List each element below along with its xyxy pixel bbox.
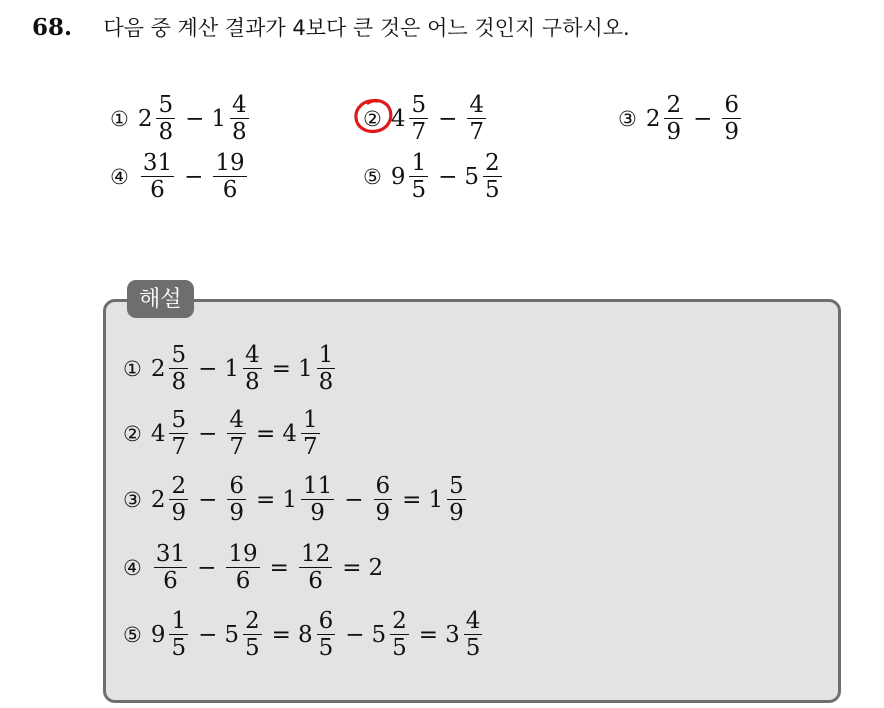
fraction [243, 609, 262, 660]
question-header [32, 12, 630, 42]
operator: − [344, 486, 364, 513]
denominator: 5 [392, 635, 407, 662]
fraction [227, 408, 246, 459]
numerator: 2 [666, 92, 682, 118]
numerator: 19 [215, 150, 245, 176]
denominator: 9 [666, 119, 682, 146]
operator: = [271, 355, 291, 382]
fraction [141, 151, 174, 202]
fraction [301, 408, 320, 459]
fraction [156, 93, 175, 144]
numerator: 31 [142, 150, 173, 176]
whole-part: 9 [150, 621, 166, 648]
numerator: 11 [302, 473, 333, 499]
denominator: 9 [229, 500, 245, 527]
selected-answer-circle [352, 95, 398, 137]
numerator: 4 [245, 342, 260, 368]
numerator: 4 [465, 608, 481, 634]
whole-part: 1 [428, 486, 444, 513]
fraction [374, 474, 393, 525]
choice-mark: ④ [110, 164, 129, 189]
operator: − [198, 486, 218, 513]
operator: = [271, 621, 291, 648]
choice-5[interactable] [363, 151, 505, 202]
fraction [169, 609, 188, 660]
fraction [230, 93, 249, 144]
whole-part: 1 [224, 355, 240, 382]
whole-part: 5 [464, 163, 480, 190]
operator: = [402, 486, 422, 513]
fraction [483, 151, 502, 202]
denominator: 9 [310, 500, 325, 527]
numerator: 5 [171, 342, 187, 368]
whole-part: 9 [390, 163, 406, 190]
fraction [664, 93, 683, 144]
choice-1[interactable] [110, 93, 252, 144]
operator: − [184, 163, 204, 190]
denominator: 5 [245, 635, 260, 662]
operator: − [693, 105, 713, 132]
numerator: 5 [171, 407, 187, 433]
denominator: 6 [235, 568, 251, 595]
numerator: 1 [171, 608, 187, 634]
fraction [409, 151, 428, 202]
denominator: 5 [485, 177, 500, 204]
fraction [213, 151, 246, 202]
fraction [169, 474, 188, 525]
fraction [154, 542, 187, 593]
numerator: 1 [302, 407, 318, 433]
solution-mark: ⑤ [123, 622, 142, 647]
denominator: 8 [318, 369, 334, 396]
numerator: 31 [155, 541, 186, 567]
solution-expression [151, 343, 338, 394]
denominator: 6 [222, 177, 238, 204]
solution-expression [151, 609, 486, 660]
question-text: 다음 중 계산 결과가 4보다 큰 것은 어느 것인지 구하시오. [103, 16, 630, 40]
fraction [226, 542, 259, 593]
solution-line-5 [123, 609, 485, 660]
operator: − [438, 105, 458, 132]
denominator: 5 [171, 635, 187, 662]
solution-mark: ③ [123, 487, 142, 512]
operator: − [185, 105, 205, 132]
numerator: 2 [485, 150, 500, 176]
solution-expression [151, 542, 384, 593]
fraction [409, 93, 428, 144]
whole-part: 2 [150, 486, 166, 513]
numerator: 5 [158, 92, 174, 118]
fraction [722, 93, 741, 144]
numerator: 6 [724, 92, 740, 118]
denominator: 6 [308, 568, 323, 595]
denominator: 8 [171, 369, 187, 396]
whole-part: 4 [282, 420, 297, 447]
solution-line-4 [123, 542, 384, 593]
fraction [390, 609, 409, 660]
numerator: 6 [229, 473, 245, 499]
solution-mark: ② [123, 421, 142, 446]
numerator: 12 [300, 541, 331, 567]
solution-line-2 [123, 408, 323, 459]
numerator: 6 [375, 473, 391, 499]
denominator: 9 [375, 500, 391, 527]
denominator: 7 [469, 119, 485, 146]
operator: − [438, 163, 458, 190]
operator: − [198, 621, 218, 648]
denominator: 7 [229, 434, 245, 461]
denominator: 9 [724, 119, 740, 146]
denominator: 8 [158, 119, 174, 146]
operator: − [198, 355, 218, 382]
whole-part: 2 [137, 105, 153, 132]
numerator: 6 [318, 608, 334, 634]
denominator: 5 [465, 635, 481, 662]
choice-mark: ① [110, 106, 129, 131]
denominator: 6 [150, 177, 165, 204]
numerator: 1 [411, 150, 427, 176]
solution-line-1 [123, 343, 338, 394]
numerator: 4 [229, 407, 245, 433]
whole-part: 2 [150, 355, 166, 382]
question-number: 68. [32, 14, 73, 41]
whole-part: 3 [445, 621, 460, 648]
whole-part: 5 [224, 621, 240, 648]
denominator: 8 [245, 369, 260, 396]
fraction [227, 474, 246, 525]
fraction [467, 93, 486, 144]
denominator: 9 [171, 500, 187, 527]
denominator: 7 [411, 119, 427, 146]
numerator: 2 [392, 608, 407, 634]
solution-expression [151, 474, 469, 525]
numerator: 19 [228, 541, 258, 567]
numerator: 1 [318, 342, 334, 368]
whole-part: 1 [211, 105, 227, 132]
numerator: 2 [171, 473, 187, 499]
choice-4[interactable] [110, 151, 250, 202]
solution-expression [151, 408, 323, 459]
whole-part: 2 [645, 105, 661, 132]
denominator: 5 [318, 635, 334, 662]
operator: − [345, 621, 365, 648]
fraction [169, 343, 188, 394]
whole-part: 4 [150, 420, 166, 447]
operator: = [256, 486, 276, 513]
fraction [317, 343, 336, 394]
operator: = [256, 420, 276, 447]
whole-part: 1 [282, 486, 297, 513]
operator: = [418, 621, 439, 648]
solution-label: 해설 [127, 280, 194, 318]
numerator: 5 [449, 473, 464, 499]
whole-part: 8 [297, 621, 313, 648]
fraction [301, 474, 334, 525]
fraction [464, 609, 483, 660]
whole-part: 5 [371, 621, 387, 648]
choice-3[interactable] [618, 93, 744, 144]
operator: = [269, 554, 289, 581]
numerator: 4 [232, 92, 247, 118]
numerator: 2 [245, 608, 260, 634]
solution-mark: ① [123, 356, 142, 381]
whole-part: 4 [390, 105, 406, 132]
fraction [447, 474, 466, 525]
numerator: 5 [411, 92, 427, 118]
choice-mark: ⑤ [363, 164, 382, 189]
choice-mark: ② [363, 106, 382, 131]
operator: − [197, 554, 217, 581]
numerator: 4 [469, 92, 485, 118]
denominator: 7 [171, 434, 187, 461]
denominator: 5 [411, 177, 427, 204]
denominator: 9 [449, 500, 464, 527]
operator: − [198, 420, 218, 447]
denominator: 6 [163, 568, 178, 595]
fraction [317, 609, 336, 660]
fraction [169, 408, 188, 459]
denominator: 8 [232, 119, 247, 146]
fraction [299, 542, 332, 593]
denominator: 7 [302, 434, 318, 461]
operator: = [342, 554, 362, 581]
whole-part: 1 [297, 355, 313, 382]
choice-mark: ③ [618, 106, 637, 131]
whole-part: 2 [368, 554, 384, 581]
fraction [243, 343, 262, 394]
solution-mark: ④ [123, 555, 142, 580]
solution-line-3 [123, 474, 469, 525]
